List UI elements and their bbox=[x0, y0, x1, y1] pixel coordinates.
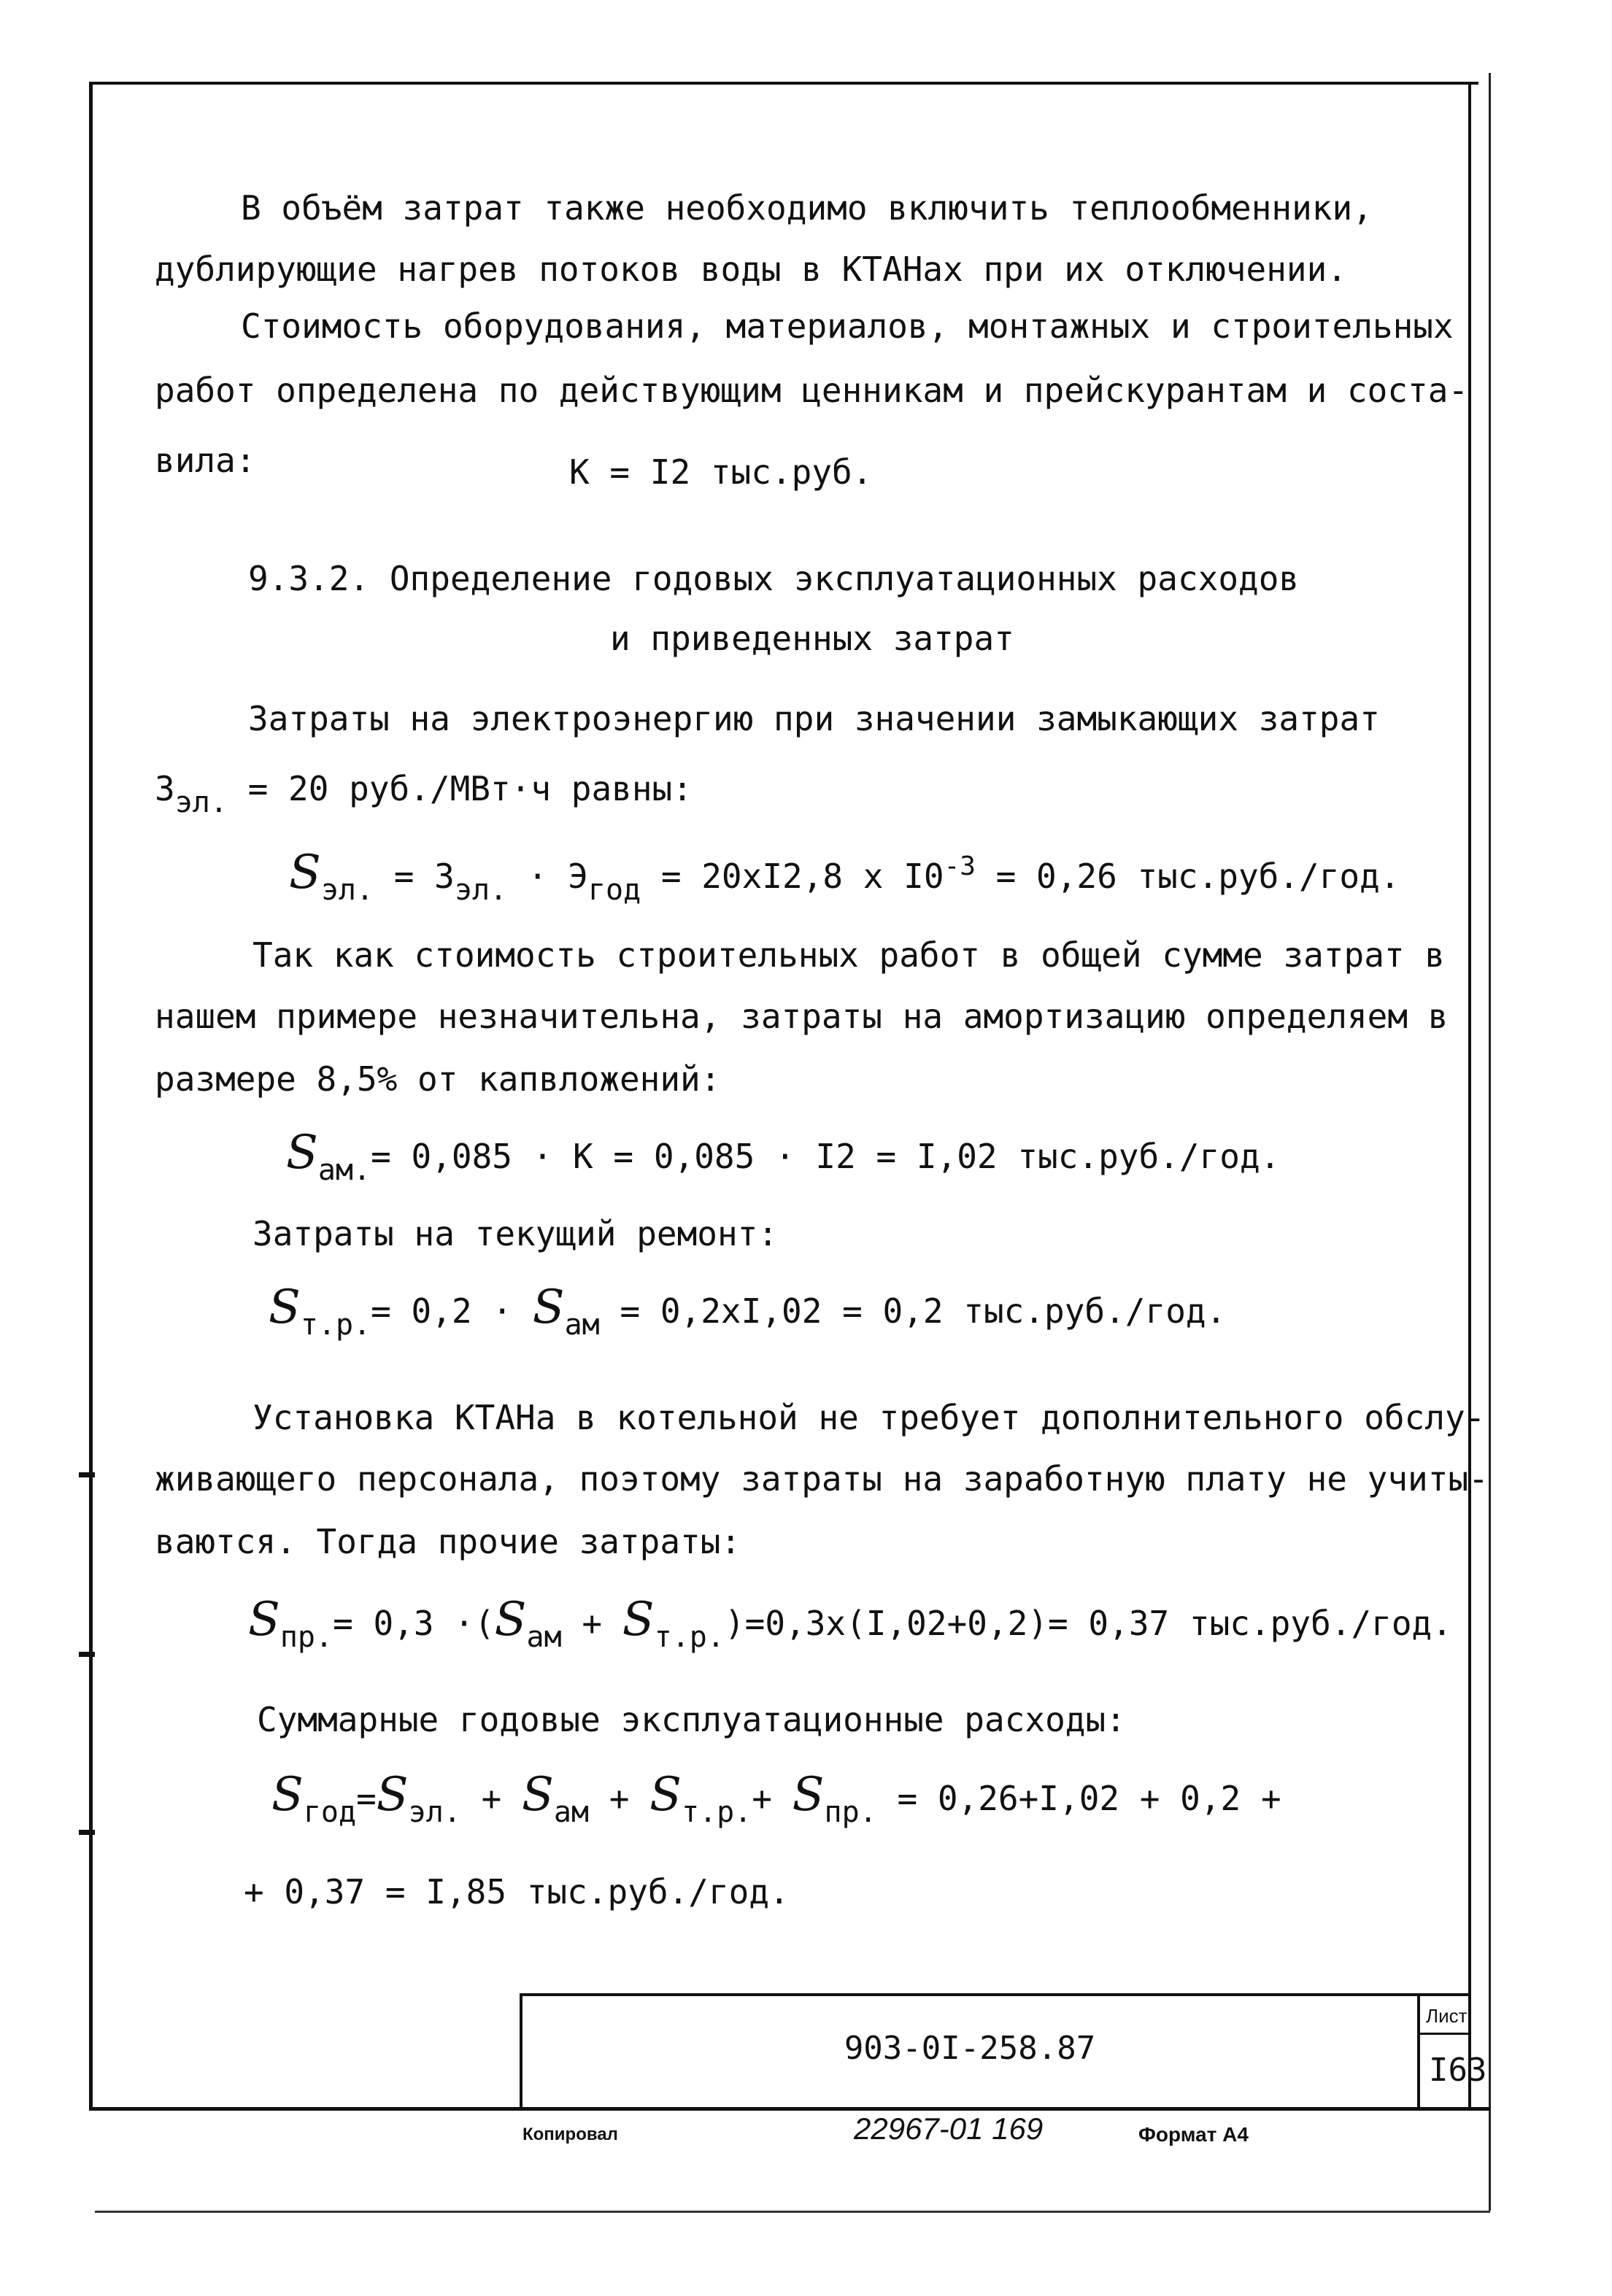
text-line: Зэл. = 20 руб./МВт·ч равны: bbox=[155, 769, 693, 819]
text-line: ваются. Тогда прочие затраты: bbox=[155, 1522, 741, 1561]
sheet-number: I63 bbox=[1429, 2052, 1487, 2089]
total-annual-cost-result: + 0,37 = I,85 тыс.руб./год. bbox=[244, 1872, 790, 1912]
text-line: Затраты на текущий ремонт: bbox=[252, 1214, 779, 1253]
text-line: вила: bbox=[155, 441, 256, 480]
text-line: нашем примере незначительна, затраты на амортизацию определяем в bbox=[155, 997, 1449, 1036]
paper-format-label: Формат А4 bbox=[1138, 2123, 1249, 2146]
text-line: живающего персонала, поэтому затраты на заработную плату не учиты- bbox=[155, 1459, 1489, 1499]
binding-mark bbox=[79, 1652, 95, 1657]
text-line: размере 8,5% от капвложений: bbox=[155, 1059, 721, 1099]
electricity-cost-formula: Sэл. = Зэл. · Эгод = 20хI2,8 х $I0^{-3} = 0,26$ тыс.руб./год. bbox=[289, 846, 1400, 907]
text-line: Установка КТАНа в котельной не требует дополнительного обслу- bbox=[252, 1398, 1486, 1437]
text-line: Так как стоимость строительных работ в общей сумме затрат в bbox=[252, 935, 1445, 975]
archive-number: 22967-01 169 bbox=[854, 2111, 1044, 2146]
frame-right-border bbox=[1468, 82, 1471, 2110]
sheet-label: Лист bbox=[1426, 2005, 1468, 2027]
text-line: Суммарные годовые эксплуатационные расходы: bbox=[257, 1700, 1126, 1739]
title-block bbox=[520, 1993, 1487, 2110]
frame-outer-right-border bbox=[1489, 73, 1491, 2211]
total-annual-cost-formula: Sгод=Sэл. + Sам + Sт.р.+ Sпр. = 0,26+I,02 + 0,2 + bbox=[271, 1768, 1281, 1829]
copied-by-label: Копировал bbox=[522, 2125, 618, 2144]
binding-mark bbox=[79, 1830, 95, 1835]
capital-cost-formula: К = I2 тыс.руб. bbox=[569, 452, 873, 492]
frame-left-border bbox=[89, 82, 93, 2110]
text-line: В объём затрат также необходимо включить теплообменники, bbox=[241, 188, 1373, 228]
page-bottom-rule bbox=[95, 2211, 1490, 2213]
sheet-cell-divider bbox=[1420, 2033, 1471, 2035]
binding-mark bbox=[79, 1472, 95, 1477]
frame-top-border bbox=[89, 82, 1478, 85]
section-heading-continued: и приведенных затрат bbox=[610, 619, 1014, 658]
document-code: 903-0I-258.87 bbox=[844, 2030, 1096, 2067]
text-line: работ определена по действующим ценникам и прейскурантам и соста- bbox=[155, 371, 1469, 410]
text-line: Затраты на электроэнергию при значении замыкающих затрат bbox=[248, 699, 1380, 738]
title-block-divider bbox=[1417, 1996, 1420, 2110]
other-costs-formula: Sпр.= 0,3 ·(Sам + Sт.р.)=0,3х(I,02+0,2)= 0,37 тыс.руб./год. bbox=[248, 1593, 1452, 1654]
text-line: Стоимость оборудования, материалов, монтажных и строительных bbox=[241, 306, 1454, 346]
text-line: дублирующие нагрев потоков воды в КТАНах при их отключении. bbox=[155, 250, 1347, 289]
depreciation-formula: Sам.= 0,085 · К = 0,085 · I2 = I,02 тыс.руб./год. bbox=[286, 1126, 1281, 1187]
section-heading: 9.3.2. Определение годовых эксплуатационных расходов bbox=[248, 559, 1300, 598]
repair-cost-formula: Sт.р.= 0,2 · Sам = 0,2хI,02 = 0,2 тыс.руб./год. bbox=[269, 1280, 1227, 1342]
